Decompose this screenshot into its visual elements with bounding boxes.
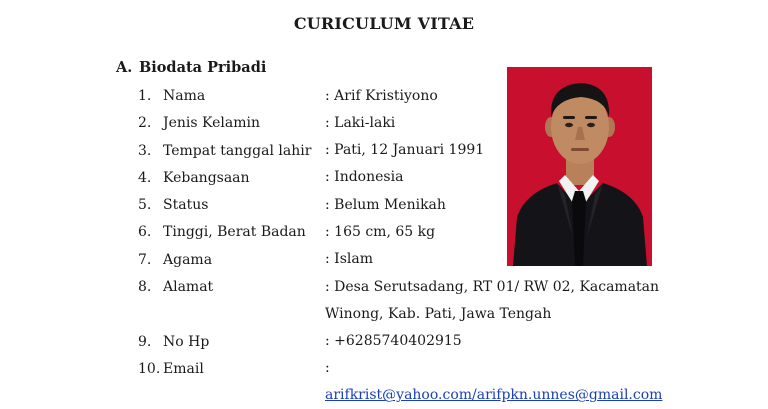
email-link[interactable]: arifkrist@yahoo.com/arifpkn.unnes@gmail.com bbox=[325, 387, 663, 404]
row-label: Status bbox=[163, 197, 209, 214]
row-value: : Islam bbox=[325, 251, 373, 268]
row-value: : Arif Kristiyono bbox=[325, 87, 438, 104]
row-value: : Pati, 12 Januari 1991 bbox=[325, 142, 485, 159]
row-value: : Indonesia bbox=[325, 169, 404, 186]
row-value bbox=[325, 355, 665, 409]
row-label: Kebangsaan bbox=[163, 169, 250, 186]
row-value: : Belum Menikah bbox=[325, 196, 446, 213]
row-number: 7. bbox=[138, 251, 152, 268]
row-label: Email bbox=[163, 360, 204, 377]
address-line-2: Winong, Kab. Pati, Jawa Tengah bbox=[325, 305, 552, 322]
section-letter: A. bbox=[116, 59, 133, 76]
biodata-row-alamat bbox=[138, 277, 678, 332]
row-value: : 165 cm, 65 kg bbox=[325, 223, 436, 240]
document-title: CURICULUM VITAE bbox=[293, 14, 475, 33]
section-heading bbox=[116, 59, 266, 76]
row-number: 2. bbox=[138, 115, 152, 132]
section-heading-text: Biodata Pribadi bbox=[139, 59, 267, 76]
row-label: Nama bbox=[163, 88, 206, 104]
row-label: Tempat tanggal lahir bbox=[163, 142, 312, 159]
row-number: 1. bbox=[138, 88, 152, 104]
profile-photo bbox=[507, 67, 652, 266]
row-number: 3. bbox=[138, 142, 152, 159]
row-number: 10. bbox=[138, 360, 161, 377]
profile-photo-illustration bbox=[507, 67, 652, 266]
row-label: Jenis Kelamin bbox=[163, 115, 260, 132]
row-value: : Laki-laki bbox=[325, 114, 396, 131]
row-number: 4. bbox=[138, 169, 152, 186]
email-prefix: : bbox=[325, 360, 330, 377]
row-value: : +6285740402915 bbox=[325, 333, 462, 350]
row-number: 6. bbox=[138, 224, 152, 241]
row-value bbox=[325, 274, 665, 328]
row-number: 8. bbox=[138, 279, 152, 296]
row-label: Agama bbox=[163, 251, 213, 268]
row-label: No Hp bbox=[163, 333, 210, 350]
row-label: Alamat bbox=[163, 279, 214, 296]
address-line-1: : Desa Serutsadang, RT 01/ RW 02, Kacamatan bbox=[325, 278, 660, 295]
row-label: Tinggi, Berat Badan bbox=[163, 224, 306, 241]
biodata-row-email bbox=[138, 359, 678, 404]
row-number: 5. bbox=[138, 197, 152, 214]
row-number: 9. bbox=[138, 333, 152, 350]
